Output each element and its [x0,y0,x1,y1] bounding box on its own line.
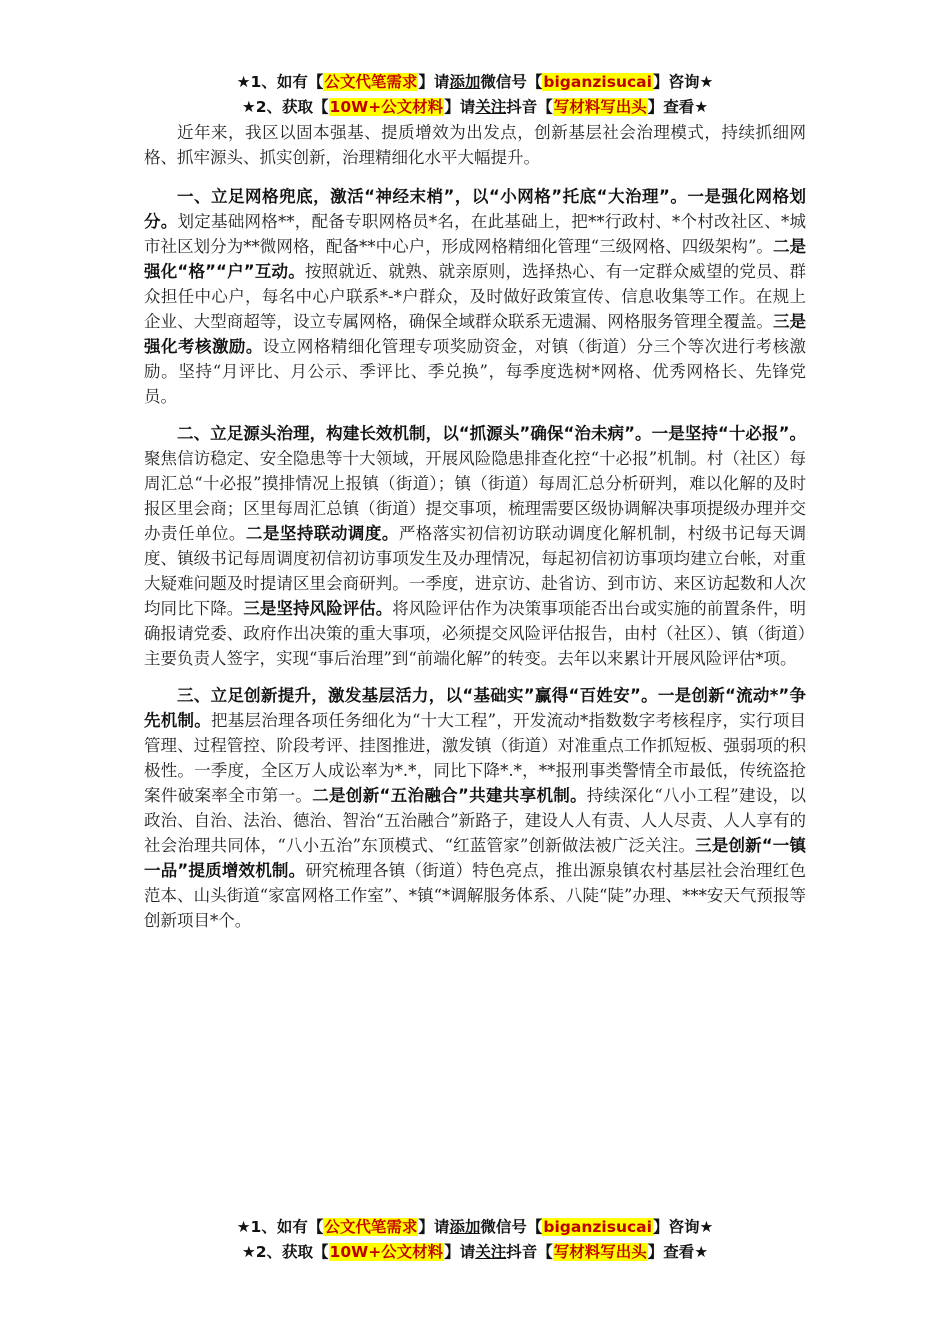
banner-text: ★1、如有【 [236,73,324,91]
item-text: 设立网格精细化管理专项奖励资金，对镇（街道）分三个等次进行考核激励。坚持“月评比、月公示、季评比、季兑换”，每季度选树*网格、优秀网格长、先锋党员。 [144,337,807,406]
banner-text: 微信号【 [480,1218,543,1236]
item-label: 二是创新“五治融合”共建共享机制。 [312,786,587,805]
banner-text: 】查看★ [647,1243,709,1261]
banner-highlight: 公文代笔需求 [324,1218,418,1236]
intro-paragraph: 近年来，我区以固本强基、提质增效为出发点，创新基层社会治理模式，持续抓细网格、抓牢源头、抓实创新，治理精细化水平大幅提升。 [144,123,806,167]
item-label: 三是强化考核激励。 [144,312,807,356]
banner-line-2 [0,95,950,120]
banner-text: 微信号【 [480,73,543,91]
item-label: 一是坚持“十必报”。 [651,424,806,443]
banner-text: 】查看★ [647,98,709,116]
item-text: 持续深化“八小工程”建设，以政治、自治、法治、德治、智治“五治融合”新路子，建设人人有责、人人尽责、人人享有的社会治理共同体，“八小五治”东顶模式、“红蓝管家”创新做法被广泛关注。 [144,786,806,855]
banner-line-1 [0,70,950,95]
banner-underline: 关注 [475,98,507,116]
banner-line-2 [0,1240,950,1265]
item-text: 把基层治理各项任务细化为“十大工程”，开发流动*指数数字考核程序，实行项目管理、过程管控、阶段考评、挂图推进，激发镇（街道）对准重点工作抓短板、强弱项的积极性。一季度，全区万人成讼率为*.*，同比下降*.*，**报刑事类警情全市最低，传统盗抢案件破案率全市第一。 [144,711,807,805]
banner-underline: 添加 [449,1218,481,1236]
banner-text: 】请 [418,1218,450,1236]
banner-text: 】请 [418,73,450,91]
section-2 [144,421,806,671]
item-text: 将风险评估作为决策事项能否出台或实施的前置条件，明确报请党委、政府作出决策的重大事项，必须提交风险评估报告，由村（社区）、镇（街道）主要负责人签字，实现“事后治理”到“前端化解”的转变。去年以来累计开展风险评估*项。 [144,599,807,668]
item-text: 严格落实初信初访联动调度化解机制，村级书记每天调度、镇级书记每周调度初信初访事项发生及办理情况，每起初信初访事项均建立台帐，对重大疑难问题及时提请区里会商研判。一季度，进京访、赴省访、到市访、来区访起数和人次均同比下降。 [144,524,807,618]
item-text: 划定基础网格**，配备专职网格员*名，在此基础上，把**行政村、*个村改社区、*城市社区划分为**微网格，配备**中心户，形成网格精细化管理“三级网格、四级架构”。 [144,212,807,256]
banner-underline: 添加 [449,73,481,91]
document-body [144,120,806,945]
section-3 [144,683,806,933]
section-heading: 三、立足创新提升，激发基层活力，以“基础实”赢得“百姓安”。 [177,686,658,705]
banner-highlight: biganzisucai [543,73,652,91]
item-label: 三是创新“一镇一品”提质增效机制。 [144,836,806,880]
item-label: 二是坚持联动调度。 [245,524,399,543]
banner-text: 】咨询★ [652,73,714,91]
item-label: 一是强化网格划分。 [144,187,806,231]
banner-text: 】咨询★ [652,1218,714,1236]
banner-text: ★2、获取【 [241,1243,329,1261]
banner-highlight: 写材料写出头 [553,1243,647,1261]
banner-text: 】请 [444,1243,476,1261]
item-label: 三是坚持风险评估。 [243,599,393,618]
banner-text: 抖音【 [506,98,553,116]
item-label: 二是强化“格”“户”互动。 [144,237,807,281]
banner-text: 抖音【 [506,1243,553,1261]
item-text: 按照就近、就熟、就亲原则，选择热心、有一定群众威望的党员、群众担任中心户，每名中心户联系*-*户群众，及时做好政策宣传、信息收集等工作。在规上企业、大型商超等，设立专属网格，确保全域群众联系无遗漏、网格服务管理全覆盖。 [144,262,806,331]
banner-highlight: 公文代笔需求 [324,73,418,91]
banner-text: 】请 [444,98,476,116]
item-text: 研究梳理各镇（街道）特色亮点，推出源泉镇农村基层社会治理红色范本、山头街道“家富网格工作室”、*镇“*调解服务体系、八陡“陡”办理、***安天气预报等创新项目*个。 [144,861,806,930]
banner-highlight: 写材料写出头 [553,98,647,116]
section-heading: 二、立足源头治理，构建长效机制，以“抓源头”确保“治未病”。 [177,424,652,443]
header-banner [0,70,950,120]
footer-banner [0,1215,950,1265]
banner-line-1 [0,1215,950,1240]
banner-text: ★2、获取【 [241,98,329,116]
banner-text: ★1、如有【 [236,1218,324,1236]
banner-underline: 关注 [475,1243,507,1261]
banner-highlight: biganzisucai [543,1218,652,1236]
section-heading: 一、立足网格兜底，激活“神经末梢”，以“小网格”托底“大治理”。 [177,187,688,206]
item-label: 一是创新“流动*”争先机制。 [144,686,806,730]
item-text: 聚焦信访稳定、安全隐患等十大领域，开展风险隐患排查化控“十必报”机制。村（社区）每周汇总“十必报”摸排情况上报镇（街道）；镇（街道）每周汇总分析研判，难以化解的及时报区里会商；区里每周汇总镇（街道）提交事项，梳理需要区级协调解决事项提级办理并交办责任单位。 [144,449,806,543]
banner-highlight: 10W+公文材料 [329,98,444,116]
banner-highlight: 10W+公文材料 [329,1243,444,1261]
section-1 [144,184,806,409]
